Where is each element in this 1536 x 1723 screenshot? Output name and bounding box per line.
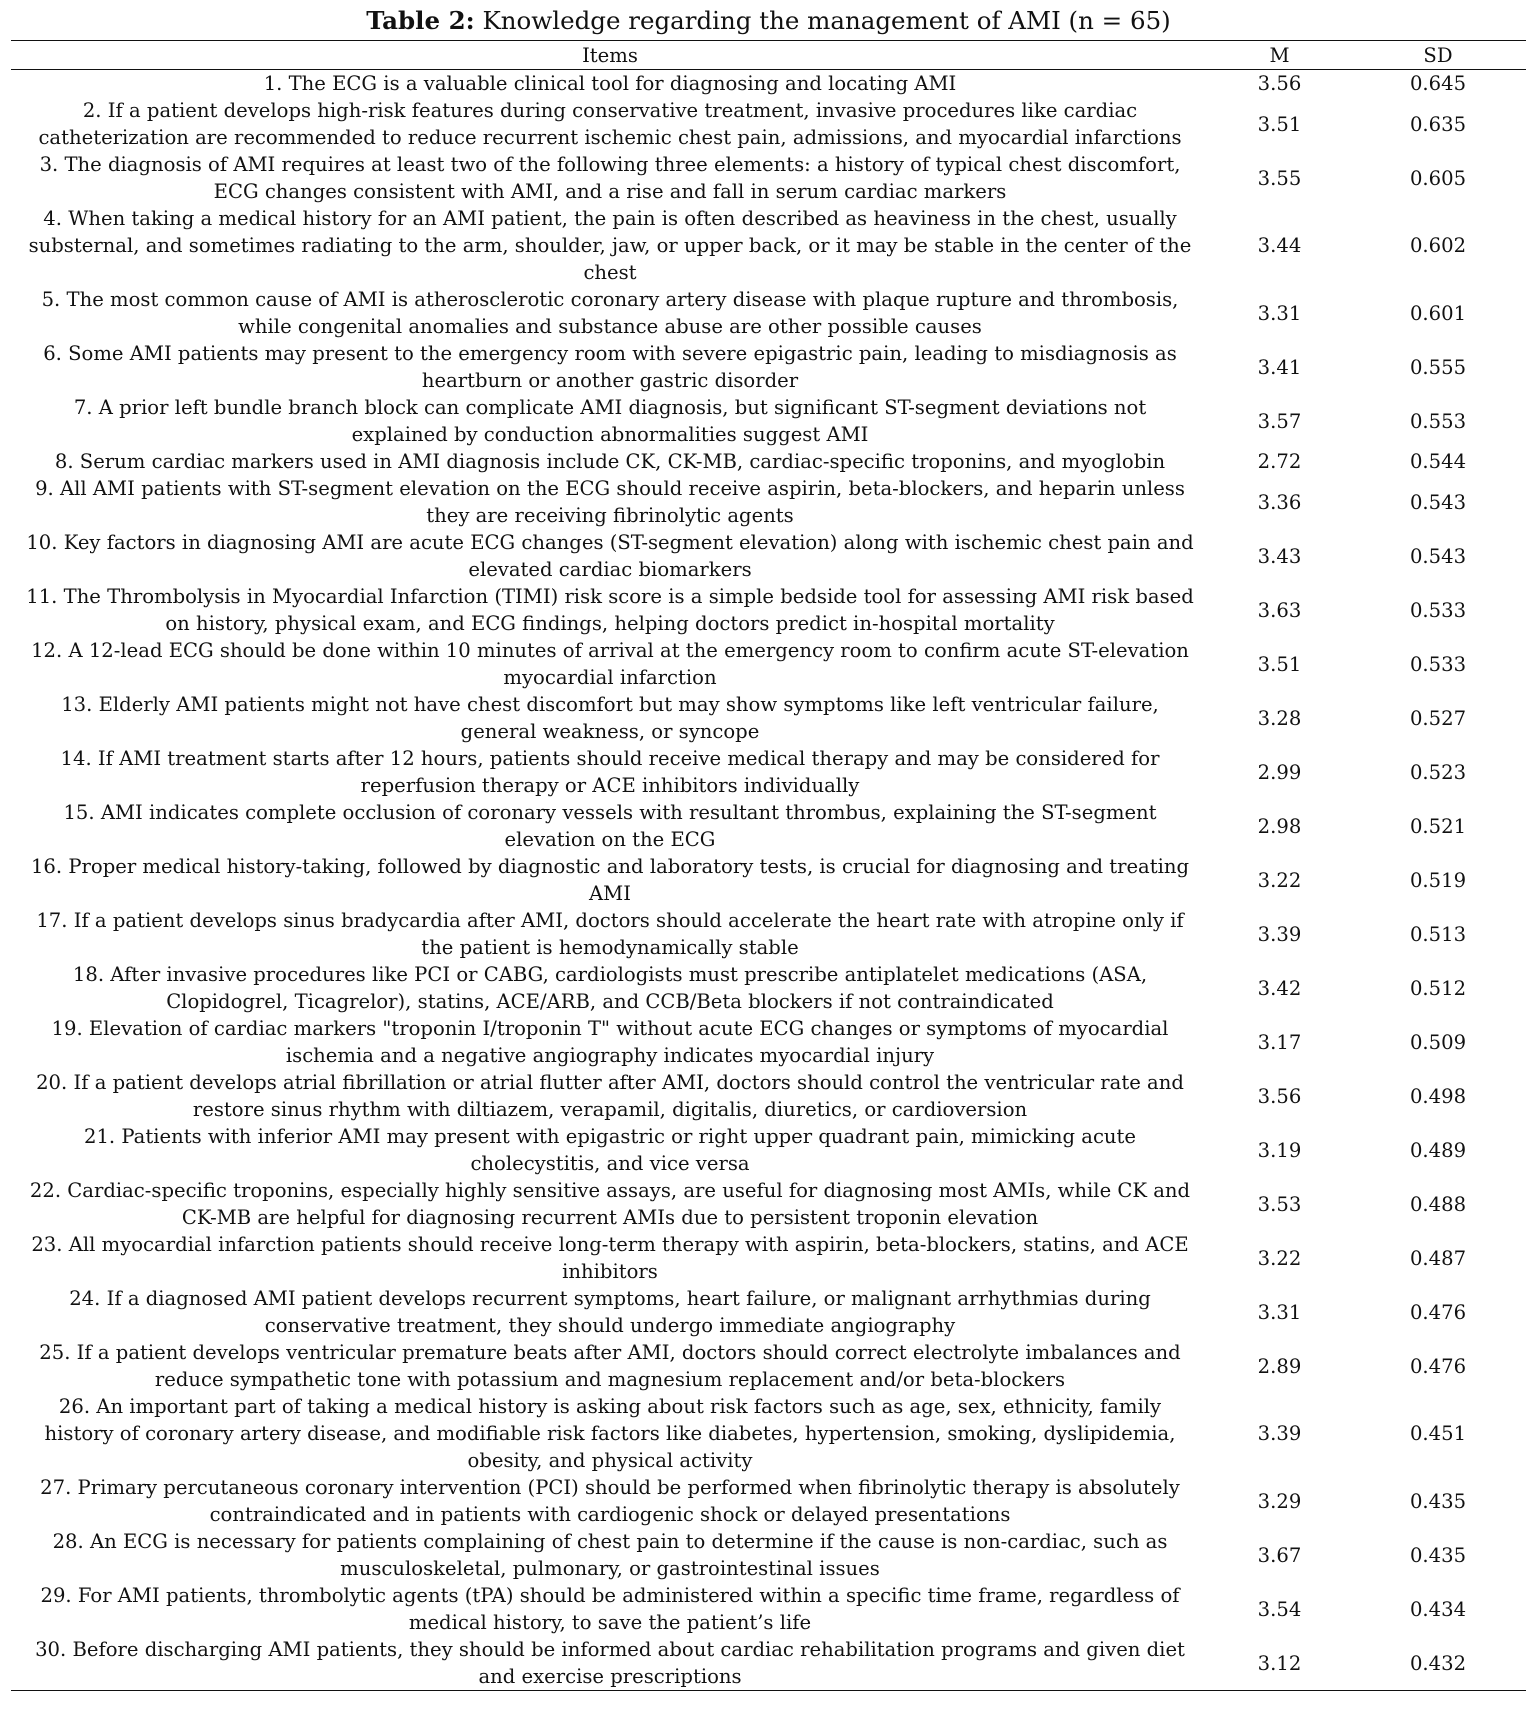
table-row (11, 1393, 1526, 1474)
sd-cell: 0.601 (1409, 301, 1467, 325)
mean-cell: 3.43 (1257, 544, 1302, 568)
item-cell: 1. The ECG is a valuable clinical tool for diagnosing and locating AMI (263, 72, 957, 95)
mean-cell: 2.89 (1257, 1354, 1302, 1378)
sd-cell: 0.451 (1409, 1422, 1467, 1445)
item-cell: 27. Primary percutaneous coronary intervention (PCI) should be performed when fibrinolytic therapy is absolutely contraindicated and in patients with cardiogenic shock or delayed presentations (40, 1476, 1180, 1526)
item-cell: 6. Some AMI patients may present to the emergency room with severe epigastric pain, leading to misdiagnosis as heartburn or another gastric disorder (43, 342, 1177, 392)
item-cell: 20. If a patient develops atrial fibrillation or atrial flutter after AMI, doctors should control the ventricular rate and restore sinus rhythm with diltiazem, verapamil, digitalis, diuretics, or cardioversion (36, 1071, 1184, 1121)
sd-cell: 0.435 (1409, 1489, 1467, 1513)
mean-cell: 3.51 (1257, 112, 1302, 136)
sd-cell: 0.521 (1409, 814, 1467, 838)
table-row (11, 151, 1526, 205)
item-cell: 22. Cardiac-specific troponins, especially highly sensitive assays, are useful for diagnosing most AMIs, while CK and CK-MB are helpful for diagnosing recurrent AMIs due to persistent troponin elevation (29, 1179, 1191, 1229)
sd-cell: 0.527 (1409, 706, 1467, 730)
table-row (11, 691, 1526, 745)
table-row (11, 1474, 1526, 1528)
item-cell: 8. Serum cardiac markers used in AMI diagnosis include CK, CK-MB, cardiac-specific troponins, and myoglobin (54, 450, 1166, 473)
table-row (11, 475, 1526, 529)
mean-cell: 3.42 (1257, 976, 1302, 1000)
table-caption-label: Table 2: (366, 6, 475, 35)
item-cell: 13. Elderly AMI patients might not have chest discomfort but may show symptoms like left ventricular failure, general weakness, or syncope (61, 693, 1159, 743)
mean-cell: 3.57 (1257, 409, 1302, 433)
mean-cell: 3.56 (1257, 72, 1302, 95)
sd-cell: 0.435 (1409, 1543, 1467, 1567)
table-row (11, 799, 1526, 853)
mean-cell: 3.17 (1257, 1030, 1302, 1054)
mean-cell: 3.51 (1257, 652, 1302, 676)
table-row (11, 448, 1526, 475)
table-row (11, 637, 1526, 691)
item-cell: 15. AMI indicates complete occlusion of coronary vessels with resultant thrombus, explaining the ST-segment elevation on the ECG (63, 801, 1157, 851)
table-row (11, 1069, 1526, 1123)
mean-cell: 3.36 (1257, 490, 1302, 514)
table-row (11, 340, 1526, 394)
table-row (11, 394, 1526, 448)
table-row (11, 1582, 1526, 1636)
mean-cell: 2.98 (1257, 814, 1302, 838)
sd-cell: 0.605 (1409, 166, 1467, 190)
table-row (11, 1339, 1526, 1393)
item-cell: 17. If a patient develops sinus bradycardia after AMI, doctors should accelerate the heart rate with atropine only if the patient is hemodynamically stable (36, 909, 1184, 959)
mean-cell: 3.22 (1257, 1246, 1302, 1270)
mean-cell: 3.67 (1257, 1543, 1302, 1567)
table-row (11, 286, 1526, 340)
item-cell: 10. Key factors in diagnosing AMI are acute ECG changes (ST-segment elevation) along with ischemic chest pain and elevated cardiac biomarkers (26, 531, 1194, 581)
item-cell: 12. A 12-lead ECG should be done within 10 minutes of arrival at the emergency room to confirm acute ST-elevation myocardial infarction (31, 639, 1189, 689)
item-cell: 28. An ECG is necessary for patients complaining of chest pain to determine if the cause is non-cardiac, such as musculoskeletal, pulmonary, or gastrointestinal issues (52, 1530, 1168, 1580)
table-row (11, 853, 1526, 907)
mean-cell: 3.53 (1257, 1192, 1302, 1216)
sd-cell: 0.544 (1409, 450, 1467, 473)
table-row (11, 1528, 1526, 1582)
item-cell: 5. The most common cause of AMI is atherosclerotic coronary artery disease with plaque rupture and thrombosis, while congenital anomalies and substance abuse are other possible causes (41, 288, 1179, 338)
item-cell: 24. If a diagnosed AMI patient develops recurrent symptoms, heart failure, or malignant arrhythmias during conservative treatment, they should undergo immediate angiography (69, 1287, 1151, 1337)
sd-cell: 0.555 (1409, 355, 1467, 379)
sd-cell: 0.645 (1409, 72, 1467, 95)
item-cell: 25. If a patient develops ventricular premature beats after AMI, doctors should correct electrolyte imbalances and reduce sympathetic tone with potassium and magnesium replacement and/or beta-blockers (39, 1341, 1181, 1391)
table-row (11, 745, 1526, 799)
mean-cell: 3.22 (1257, 868, 1302, 892)
sd-cell: 0.487 (1409, 1246, 1467, 1270)
mean-cell: 3.31 (1257, 1300, 1302, 1324)
mean-cell: 3.12 (1257, 1651, 1302, 1675)
sd-cell: 0.434 (1409, 1597, 1467, 1621)
sd-cell: 0.543 (1409, 490, 1467, 514)
table-row (11, 529, 1526, 583)
mean-cell: 3.29 (1257, 1489, 1302, 1513)
mean-cell: 3.54 (1257, 1597, 1302, 1621)
item-cell: 14. If AMI treatment starts after 12 hours, patients should receive medical therapy and may be considered for reperfusion therapy or ACE inhibitors individually (60, 747, 1160, 797)
item-cell: 30. Before discharging AMI patients, they should be informed about cardiac rehabilitation programs and given diet and exercise prescriptions (35, 1638, 1185, 1688)
item-cell: 23. All myocardial infarction patients should receive long-term therapy with aspirin, beta-blockers, statins, and ACE inhibitors (31, 1233, 1189, 1283)
table-row (11, 907, 1526, 961)
table-header (11, 41, 1526, 70)
table-row (11, 70, 1526, 98)
table-row (11, 961, 1526, 1015)
header-sd: SD (1423, 43, 1453, 67)
sd-cell: 0.476 (1409, 1354, 1467, 1378)
sd-cell: 0.476 (1409, 1300, 1467, 1324)
table-row (11, 1177, 1526, 1231)
sd-cell: 0.488 (1409, 1192, 1467, 1216)
item-cell: 7. A prior left bundle branch block can complicate AMI diagnosis, but significant ST-segment deviations not explained by conduction abnormalities suggest AMI (73, 396, 1147, 446)
sd-cell: 0.489 (1409, 1138, 1467, 1162)
item-cell: 4. When taking a medical history for an AMI patient, the pain is often described as heaviness in the chest, usually substernal, and sometimes radiating to the arm, shoulder, jaw, or upper back, or it may be stable in the center of the chest (28, 207, 1192, 284)
mean-cell: 3.31 (1257, 301, 1302, 325)
sd-cell: 0.533 (1409, 598, 1467, 622)
item-cell: 26. An important part of taking a medical history is asking about risk factors such as age, sex, ethnicity, family history of coronary artery disease, and modifiable risk factors like diabetes, hypertension, smoking, dyslipidemia, obesity, and physical activity (44, 1395, 1176, 1472)
item-cell: 19. Elevation of cardiac markers "troponin I/troponin T" without acute ECG changes or symptoms of myocardial ischemia and a negative angiography indicates myocardial injury (51, 1017, 1169, 1067)
item-cell: 18. After invasive procedures like PCI or CABG, cardiologists must prescribe antiplatelet medications (ASA, Clopidogrel, Ticagrelor), statins, ACE/ARB, and CCB/Beta blockers if not contraindicated (72, 963, 1148, 1013)
mean-cell: 3.39 (1257, 1422, 1302, 1445)
mean-cell: 3.55 (1257, 166, 1302, 190)
sd-cell: 0.523 (1409, 760, 1467, 784)
header-items: Items (582, 43, 638, 67)
table-row (11, 1636, 1526, 1691)
item-cell: 29. For AMI patients, thrombolytic agents (tPA) should be administered within a specific time frame, regardless of medical history, to save the patient’s life (40, 1584, 1180, 1634)
table-row (11, 1231, 1526, 1285)
table-row (11, 583, 1526, 637)
mean-cell: 2.72 (1257, 450, 1302, 473)
table-body (11, 70, 1526, 1691)
table-row (11, 205, 1526, 286)
mean-cell: 3.56 (1257, 1084, 1302, 1108)
table-caption-text: Knowledge regarding the management of AMI (n = 65) (474, 6, 1171, 35)
table-caption (11, 6, 1526, 36)
mean-cell: 3.41 (1257, 355, 1302, 379)
mean-cell: 3.28 (1257, 706, 1302, 730)
sd-cell: 0.635 (1409, 112, 1467, 136)
mean-cell: 2.99 (1257, 760, 1302, 784)
sd-cell: 0.519 (1409, 868, 1467, 892)
item-cell: 11. The Thrombolysis in Myocardial Infarction (TIMI) risk score is a simple bedside tool for assessing AMI risk based on history, physical exam, and ECG findings, helping doctors predict in-hospital mortality (26, 585, 1194, 635)
item-cell: 2. If a patient develops high-risk features during conservative treatment, invasive procedures like cardiac catheterization are recommended to reduce recurrent ischemic chest pain, admissions, and myocardial infarctions (38, 99, 1182, 149)
item-cell: 21. Patients with inferior AMI may present with epigastric or right upper quadrant pain, mimicking acute cholecystitis, and vice versa (83, 1125, 1137, 1175)
sd-cell: 0.602 (1409, 234, 1467, 257)
sd-cell: 0.553 (1409, 409, 1467, 433)
header-mean: M (1269, 43, 1290, 67)
sd-cell: 0.533 (1409, 652, 1467, 676)
mean-cell: 3.19 (1257, 1138, 1302, 1162)
item-cell: 9. All AMI patients with ST-segment elevation on the ECG should receive aspirin, beta-blockers, and heparin unless they are receiving fibrinolytic agents (35, 477, 1185, 527)
table-row (11, 97, 1526, 151)
sd-cell: 0.432 (1409, 1651, 1467, 1675)
mean-cell: 3.63 (1257, 598, 1302, 622)
mean-cell: 3.44 (1257, 234, 1302, 257)
item-cell: 3. The diagnosis of AMI requires at least two of the following three elements: a history of typical chest discomfort, ECG changes consistent with AMI, and a rise and fall in serum cardiac markers (39, 153, 1181, 203)
sd-cell: 0.543 (1409, 544, 1467, 568)
knowledge-table (11, 40, 1526, 1691)
table-row (11, 1285, 1526, 1339)
header-row (11, 41, 1526, 70)
sd-cell: 0.513 (1409, 922, 1467, 946)
table-row (11, 1015, 1526, 1069)
sd-cell: 0.512 (1409, 976, 1467, 1000)
item-cell: 16. Proper medical history-taking, followed by diagnostic and laboratory tests, is crucial for diagnosing and treating AMI (30, 855, 1190, 905)
table-row (11, 1123, 1526, 1177)
mean-cell: 3.39 (1257, 922, 1302, 946)
sd-cell: 0.498 (1409, 1084, 1467, 1108)
sd-cell: 0.509 (1409, 1030, 1467, 1054)
